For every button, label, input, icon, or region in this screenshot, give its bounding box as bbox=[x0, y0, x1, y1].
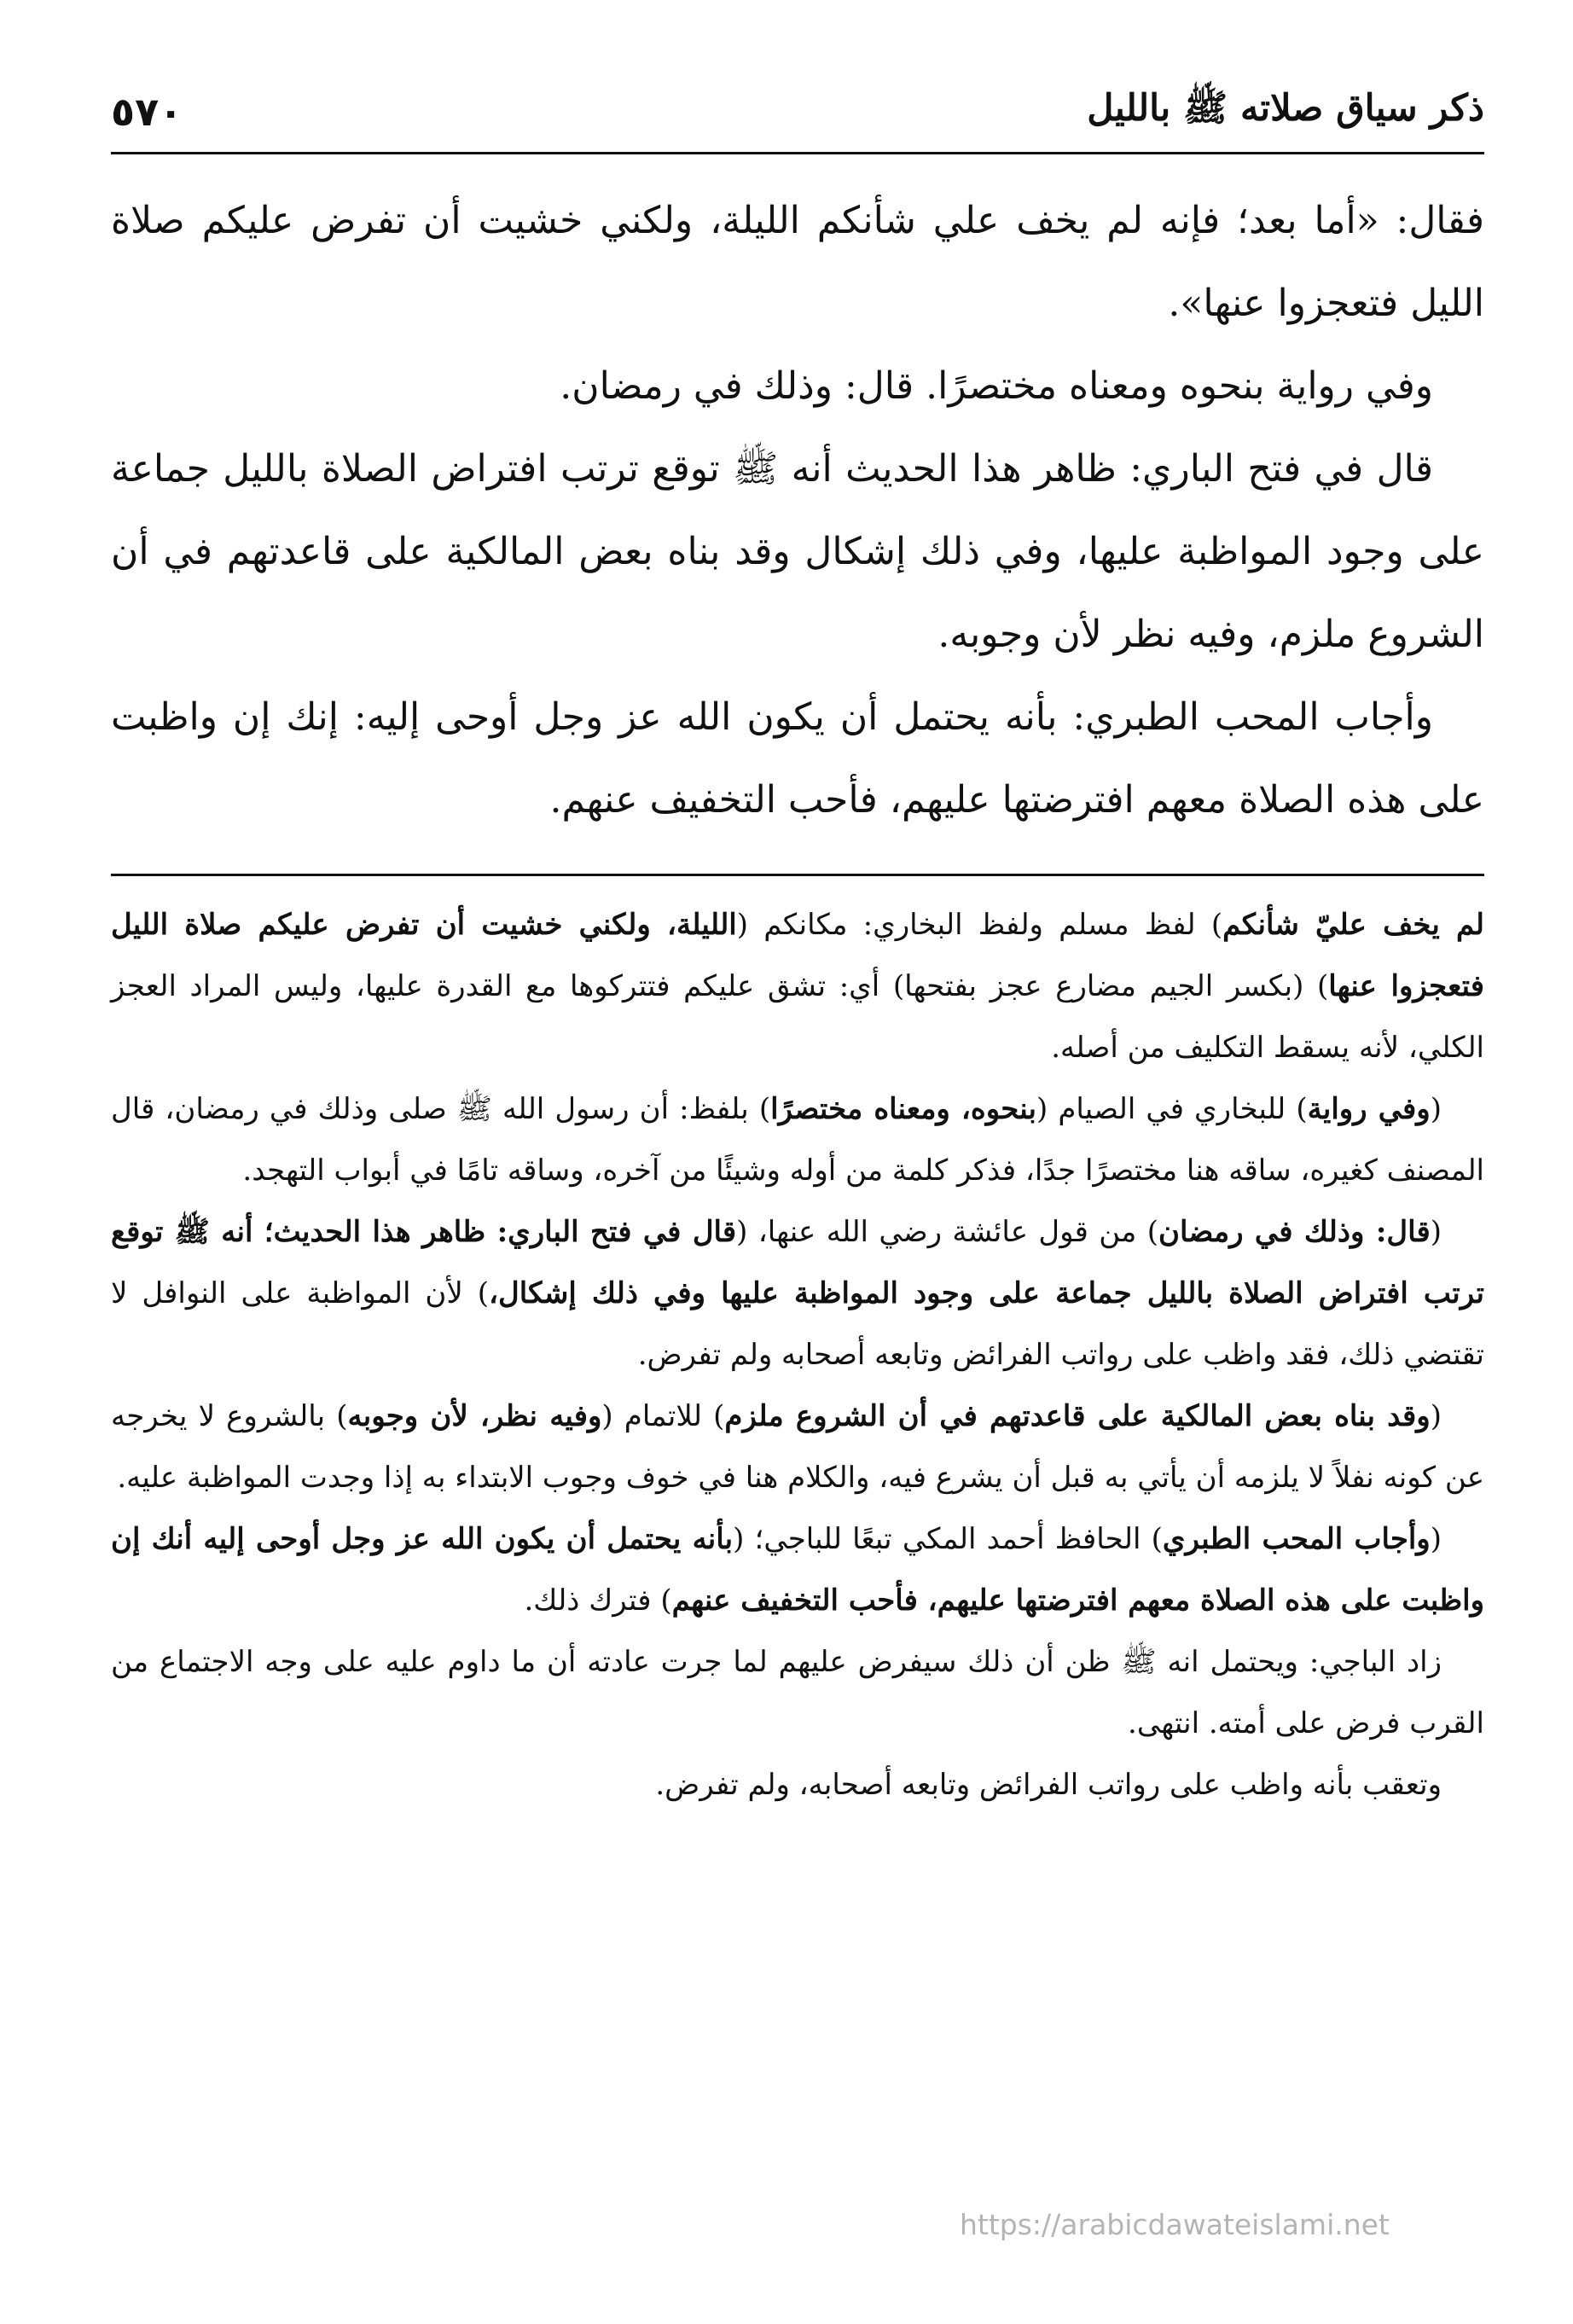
main-text bbox=[111, 179, 1484, 841]
main-paragraph: فقال: «أما بعد؛ فإنه لم يخف علي شأنكم الليلة، ولكني خشيت أن تفرض عليكم صلاة الليل فتعجزوا عنها». bbox=[111, 199, 1484, 325]
running-header bbox=[111, 82, 1484, 142]
commentary-text: ) للاتمام ( bbox=[601, 1399, 725, 1433]
commentary-paragraph: (وفي رواية) للبخاري في الصيام (بنحوه، ومعناه مختصرًا) بلفظ: أن رسول الله ﷺ صلى وذلك في رمضان، قال المصنف كغيره، ساقه هنا مختصرًا جدًا، فذكر كلمة من أوله وشيئًا من آخره، وساقه تامًا في أبواب التهجد. bbox=[111, 1092, 1484, 1188]
chapter-title: ذكر سياق صلاته ﷺ بالليل bbox=[1087, 86, 1484, 130]
commentary-paragraph bbox=[111, 894, 1484, 1078]
footnote-separator bbox=[111, 874, 1484, 876]
quoted-text: وفيه نظر، لأن وجوبه bbox=[347, 1399, 602, 1433]
quoted-text: لم يخف عليّ شأنكم bbox=[1222, 908, 1484, 942]
commentary-paragraph: وتعقب بأنه واظب على رواتب الفرائض وتابعه أصحابه، ولم تفرض. bbox=[655, 1768, 1442, 1802]
commentary-paragraph: (قال: وذلك في رمضان) من قول عائشة رضي الله عنها، (قال في فتح الباري: ظاهر هذا الحديث؛ أنه ﷺ توقع ترتب افتراض الصلاة بالليل جماعة على وجود المواظبة عليها وفي ذلك إشكال،) لأن المواظبة على النوافل لا تقتضي ذلك، فقد واظب على رواتب الفرائض وتابعه أصحابه ولم تفرض. bbox=[111, 1215, 1484, 1372]
commentary-text: للبخاري في الصيام ( bbox=[1036, 1092, 1297, 1126]
quoted-text: الليلة، ولكني خشيت أن تفرض عليكم صلاة الليل فتعجزوا عنها bbox=[111, 908, 1484, 1003]
commentary-paragraph: (وأجاب المحب الطبري) الحافظ أحمد المكي تبعًا للباجي؛ (بأنه يحتمل أن يكون الله عز وجل أوحى إليه أنك إن واظبت على هذه الصلاة معهم افترضتها عليهم، فأحب التخفيف عنهم) فترك ذلك. bbox=[111, 1522, 1484, 1618]
commentary-text: ) لفظ مسلم ولفظ البخاري: مكانكم ( bbox=[736, 908, 1223, 942]
site-watermark: https://arabicdawateislami.net bbox=[960, 2208, 1390, 2241]
main-paragraph: قال في فتح الباري: ظاهر هذا الحديث أنه ﷺ توقع ترتب افتراض الصلاة بالليل جماعة على وجود المواظبة عليها، وفي ذلك إشكال وقد بناه بعض المالكية على قاعدتهم في أن الشروع ملزم، وفيه نظر لأن وجوبه. bbox=[111, 447, 1484, 656]
commentary-text: ) بلفظ: أن رسول الله ﷺ صلى وذلك في رمضان، قال المصنف كغيره، ساقه هنا مختصرًا جدًا، فذكر كلمة من أوله وشيئًا من آخره، وساقه تامًا في أبواب التهجد. bbox=[111, 1092, 1484, 1188]
commentary-text: ) فترك ذلك. bbox=[524, 1583, 672, 1618]
page-number: ٥٧٠ bbox=[111, 89, 183, 135]
commentary bbox=[111, 894, 1484, 1816]
commentary-paragraph: (وقد بناه بعض المالكية على قاعدتهم في أن الشروع ملزم) للاتمام (وفيه نظر، لأن وجوبه) بالشروع لا يخرجه عن كونه نفلاً لا يلزمه أن يأتي به قبل أن يشرع فيه، والكلام هنا في خوف وجوب الابتداء به إذا وجدت المواظبة عليه. bbox=[111, 1399, 1484, 1495]
quoted-text: بنحوه، ومعناه مختصرًا bbox=[770, 1092, 1036, 1126]
commentary-text: ) لأن المواظبة على النوافل لا تقتضي ذلك، فقد واظب على رواتب الفرائض وتابعه أصحابه ولم تفرض. bbox=[111, 1276, 1484, 1372]
quoted-text: قال: وذلك في رمضان bbox=[1158, 1215, 1431, 1249]
commentary-text: ) بالشروع لا يخرجه عن كونه نفلاً لا يلزمه أن يأتي به قبل أن يشرع فيه، والكلام هنا في خوف وجوب الابتداء به إذا وجدت المواظبة عليه. bbox=[111, 1399, 1484, 1495]
quoted-text: قال في فتح الباري: ظاهر هذا الحديث؛ أنه ﷺ توقع ترتب افتراض الصلاة بالليل جماعة على وجود المواظبة عليها وفي ذلك إشكال، bbox=[111, 1215, 1484, 1310]
main-paragraph: وفي رواية بنحوه ومعناه مختصرًا. قال: وذلك في رمضان. bbox=[560, 364, 1433, 408]
commentary-paragraph: زاد الباجي: ويحتمل انه ﷺ ظن أن ذلك سيفرض عليهم لما جرت عادته أن ما داوم عليه على وجه الاجتماع من القرب فرض على أمته. انتهى. bbox=[111, 1645, 1484, 1740]
quoted-text: بأنه يحتمل أن يكون الله عز وجل أوحى إليه أنك إن واظبت على هذه الصلاة معهم افترضتها عليهم، فأحب التخفيف عنهم bbox=[111, 1522, 1484, 1618]
quoted-text: وفي رواية bbox=[1307, 1092, 1431, 1126]
commentary-text: ) الحافظ أحمد المكي تبعًا للباجي؛ ( bbox=[733, 1522, 1163, 1556]
quoted-text: وأجاب المحب الطبري bbox=[1162, 1522, 1431, 1556]
commentary-text: ) من قول عائشة رضي الله عنها، ( bbox=[736, 1215, 1159, 1249]
commentary-text: ) (بكسر الجيم مضارع عجز بفتحها) أي: تشق عليكم فتتركوها مع القدرة عليها، وليس المراد العجز الكلي، لأنه يسقط التكليف من أصله. bbox=[111, 969, 1484, 1065]
main-paragraph: وأجاب المحب الطبري: بأنه يحتمل أن يكون الله عز وجل أوحى إليه: إنك إن واظبت على هذه الصلاة معهم افترضتها عليهم، فأحب التخفيف عنهم. bbox=[111, 695, 1484, 822]
header-rule bbox=[111, 152, 1484, 154]
quoted-text: وقد بناه بعض المالكية على قاعدتهم في أن الشروع ملزم bbox=[724, 1399, 1431, 1433]
